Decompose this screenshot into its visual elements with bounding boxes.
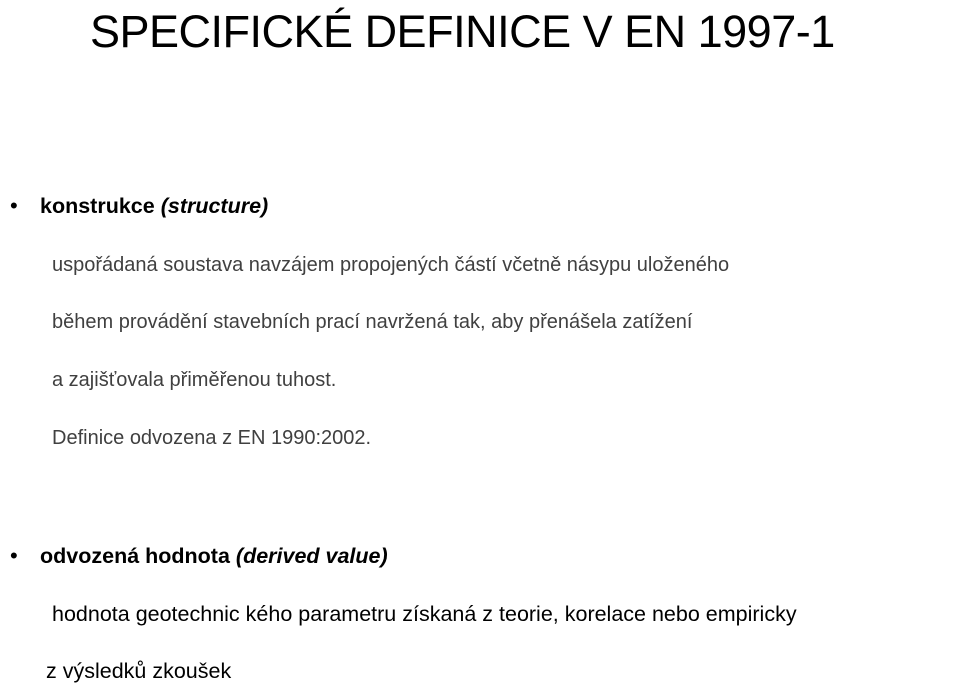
definition-source: Definice odvozena z EN 1990:2002. (52, 427, 372, 449)
list-item (0, 539, 960, 573)
definition-line: z výsledků zkoušek (46, 659, 232, 683)
bullet-icon: • (10, 193, 18, 218)
list-item (0, 189, 960, 223)
definition-line: a zajišťovala přiměřenou tuhost. (52, 369, 337, 391)
term-label: odvozená hodnota (40, 544, 230, 568)
page-title: SPECIFICKÉ DEFINICE V EN 1997-1 (90, 6, 835, 57)
term-heading (40, 189, 268, 223)
definition-line: hodnota geotechnic kého parametru získaná z teorie, korelace nebo empiricky (52, 602, 797, 626)
bullet-icon: • (10, 543, 18, 568)
definition-line: uspořádaná soustava navzájem propojených částí včetně násypu uloženého (52, 254, 730, 276)
definition-line: během provádění stavebních prací navržená tak, aby přenášela zatížení (52, 311, 693, 333)
term-heading (40, 539, 388, 573)
term-label: konstrukce (40, 194, 155, 218)
term-english: (structure) (160, 194, 269, 218)
term-english: (derived value) (235, 544, 388, 568)
